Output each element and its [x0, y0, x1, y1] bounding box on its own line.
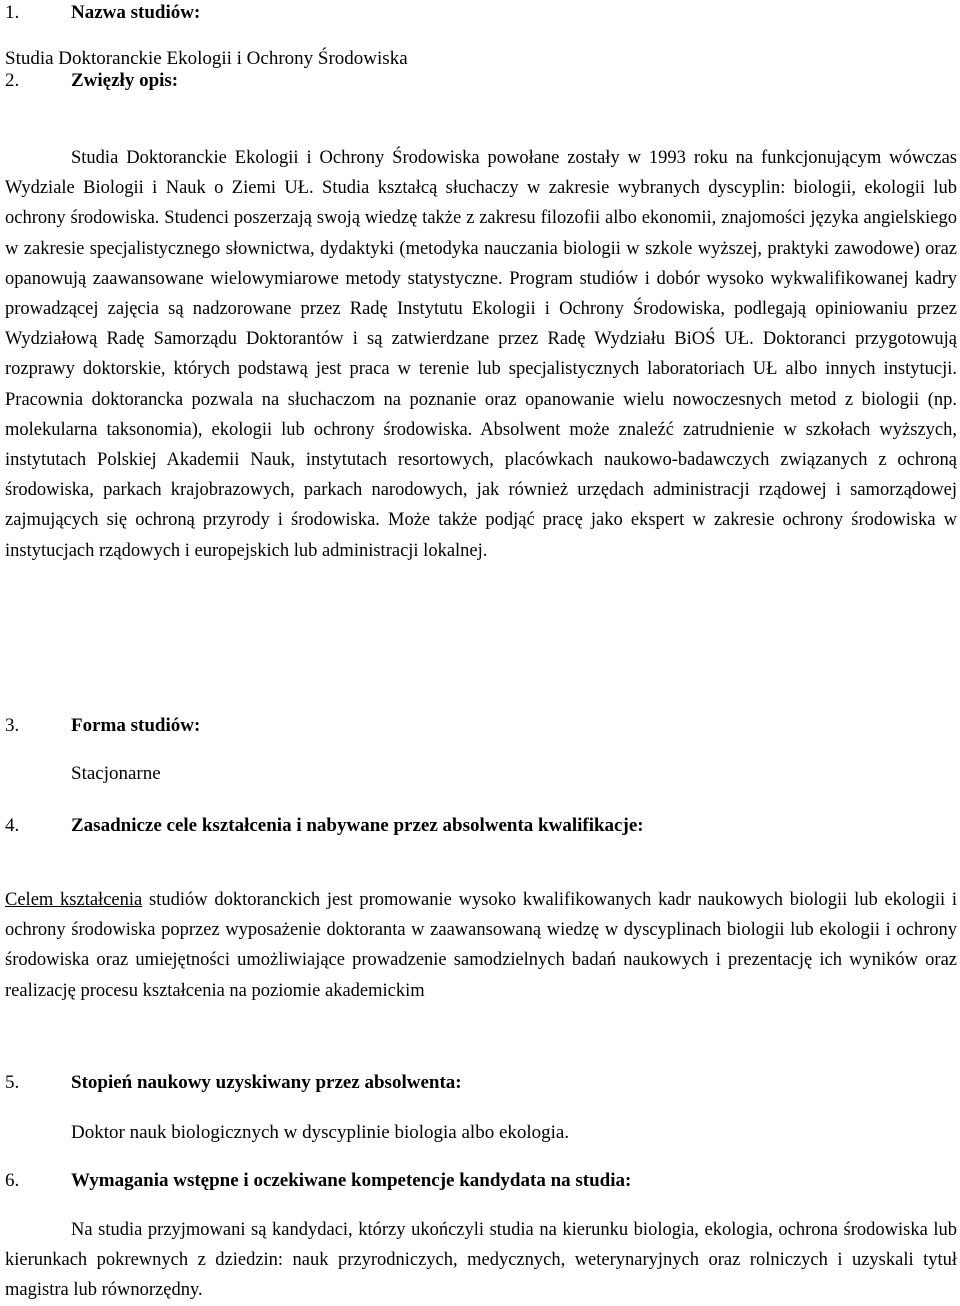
section-title: Zwięzły opis: — [71, 70, 179, 91]
section-number: 1. — [5, 2, 20, 23]
section-4-content — [5, 885, 957, 1006]
section-3-content: Stacjonarne — [71, 763, 161, 784]
section-number: 2. — [5, 70, 20, 91]
section-number: 4. — [5, 815, 20, 836]
section-title: Nazwa studiów: — [71, 2, 201, 23]
section-number: 5. — [5, 1072, 20, 1093]
section-number: 6. — [5, 1170, 20, 1191]
section-title: Stopień naukowy uzyskiwany przez absolwenta: — [71, 1072, 462, 1093]
section-text: Studia Doktoranckie Ekologii i Ochrony Środowiska — [5, 48, 408, 69]
section-title: Forma studiów: — [71, 715, 201, 736]
section-title: Wymagania wstępne i oczekiwane kompetencje kandydata na studia: — [71, 1170, 632, 1191]
underlined-term: Celem kształcenia — [5, 890, 143, 910]
section-5-content: Doktor nauk biologicznych w dyscyplinie biologia albo ekologia. — [71, 1122, 570, 1143]
section-2-content: Studia Doktoranckie Ekologii i Ochrony Środowiska powołane zostały w 1993 roku na funkcjonującym wówczas Wydziale Biologii i Nauk o Ziemi UŁ. Studia kształcą słuchaczy w zakresie wybranych dyscyplin: biologii, ekologii lub ochrony środowiska. Studenci poszerzają swoją wiedzę także z zakresu filozofii albo ekonomii, znajomości języka angielskiego w zakresie specjalistycznego słownictwa, dydaktyki (metodyka nauczania biologii w szkole wyższej, praktyki zawodowe) oraz opanowują zaawansowane wielowymiarowe metody statystyczne. Program studiów i dobór wysoko wykwalifikowanej kadry prowadzącej zajęcia są nadzorowane przez Radę Instytutu Ekologii i Ochrony Środowiska, podlegają opiniowaniu przez Wydziałową Radę Samorządu Doktorantów i są zatwierdzane przez Radę Wydziału BiOŚ UŁ. Doktoranci przygotowują rozprawy doktorskie, których podstawą jest praca w terenie lub specjalistycznych laboratoriach UŁ albo innych instytucji. Pracownia doktorancka pozwala na słuchaczom na poznanie oraz opanowanie wielu nowoczesnych metod z biologii (np. molekularna taksonomia), ekologii lub ochrony środowiska. Absolwent może znaleźć zatrudnienie w szkołach wyższych, instytutach Polskiej Akademii Nauk, instytutach resortowych, placówkach naukowo-badawczych związanych z ochroną środowiska, parkach krajobrazowych, parkach narodowych, jak również urzędach administracji rządowej i samorządowej zajmujących się ochroną przyrody i środowiska. Może także podjąć pracę jako ekspert w zakresie ochrony środowiska w instytucjach rządowych i europejskich lub administracji lokalnej. — [5, 148, 957, 561]
section-text: studiów doktoranckich jest promowanie wysoko kwalifikowanych kadr naukowych biologii lub ekologii i ochrony środowiska poprzez wyposażenie doktoranta w zaawansowaną wiedzę w dyscyplinach biologii lub ekologii i ochrony środowiska oraz umiejętności umożliwiające prowadzenie samodzielnych badań naukowych i prezentację ich wyników oraz realizację procesu kształcenia na poziomie akademickim — [5, 890, 958, 1001]
section-number: 3. — [5, 715, 20, 736]
section-6-content: Na studia przyjmowani są kandydaci, którzy ukończyli studia na kierunku biologia, ekologia, ochrona środowiska lub kierunkach pokrewnych z dziedzin: nauk przyrodniczych, medycznych, weterynaryjnych oraz rolniczych i uzyskali tytuł magistra lub równorzędny. — [5, 1220, 957, 1301]
section-title: Zasadnicze cele kształcenia i nabywane przez absolwenta kwalifikacje: — [71, 815, 644, 836]
